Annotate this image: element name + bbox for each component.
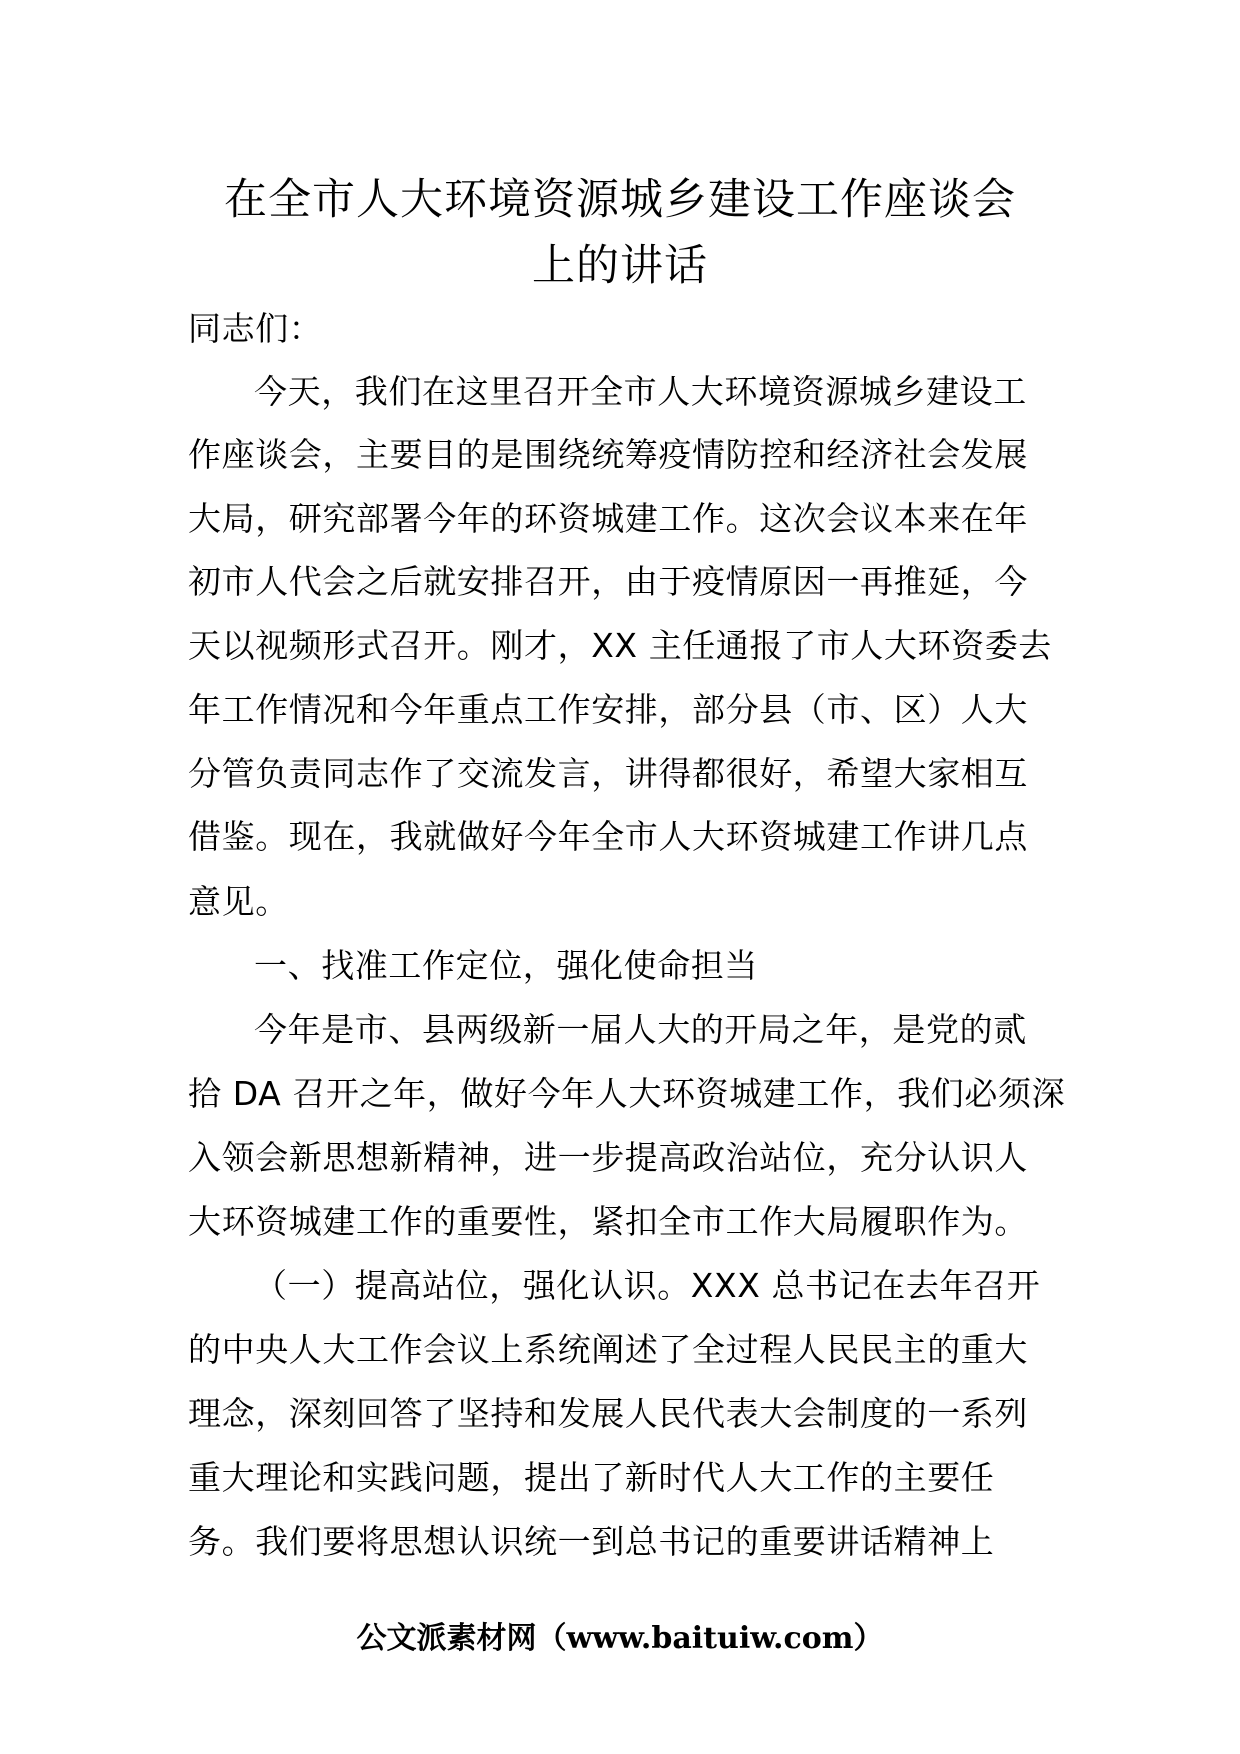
body-line: 借鉴。现在，我就做好今年全市人大环资城建工作讲几点 <box>188 817 1028 856</box>
document-title-line-2: 上的讲话 <box>532 241 708 291</box>
body-line: 大局，研究部署今年的环资城建工作。这次会议本来在年 <box>188 499 1028 538</box>
body-line: 意见。 <box>188 882 289 921</box>
body-line: 今年是市、县两级新一届人大的开局之年，是党的贰 <box>254 1010 1027 1049</box>
body-line: 年工作情况和今年重点工作安排，部分县（市、区）人大 <box>188 690 1028 729</box>
body-line: 入领会新思想新精神，进一步提高政治站位，充分认识人 <box>188 1138 1028 1177</box>
body-line: 作座谈会，主要目的是围绕统筹疫情防控和经济社会发展 <box>188 435 1028 474</box>
body-line: 今天，我们在这里召开全市人大环境资源城乡建设工 <box>254 372 1027 411</box>
body-line: 大环资城建工作的重要性，紧扣全市工作大局履职作为。 <box>188 1202 1028 1241</box>
body-line: 拾 DA 召开之年，做好今年人大环资城建工作，我们必须深 <box>188 1074 1066 1113</box>
body-line: 初市人代会之后就安排召开，由于疫情原因一再推延，今 <box>188 562 1028 601</box>
body-line: 分管负责同志作了交流发言，讲得都很好，希望大家相互 <box>188 754 1028 793</box>
body-line: 的中央人大工作会议上系统阐述了全过程人民民主的重大 <box>188 1330 1028 1369</box>
body-line: 务。我们要将思想认识统一到总书记的重要讲话精神上 <box>188 1522 995 1561</box>
section-heading: 一、找准工作定位，强化使命担当 <box>254 946 758 985</box>
footer-watermark: 公文派素材网（www.baituiw.com） <box>356 1621 884 1656</box>
body-line: （一）提高站位，强化认识。XXX 总书记在去年召开 <box>254 1266 1041 1305</box>
document-title-line-1: 在全市人大环境资源城乡建设工作座谈会 <box>224 175 1016 225</box>
body-line: 天以视频形式召开。刚才，XX 主任通报了市人大环资委去 <box>188 626 1052 665</box>
body-line: 重大理论和实践问题，提出了新时代人大工作的主要任 <box>188 1458 995 1497</box>
body-line: 理念，深刻回答了坚持和发展人民代表大会制度的一系列 <box>188 1394 1028 1433</box>
salutation: 同志们： <box>188 309 323 348</box>
